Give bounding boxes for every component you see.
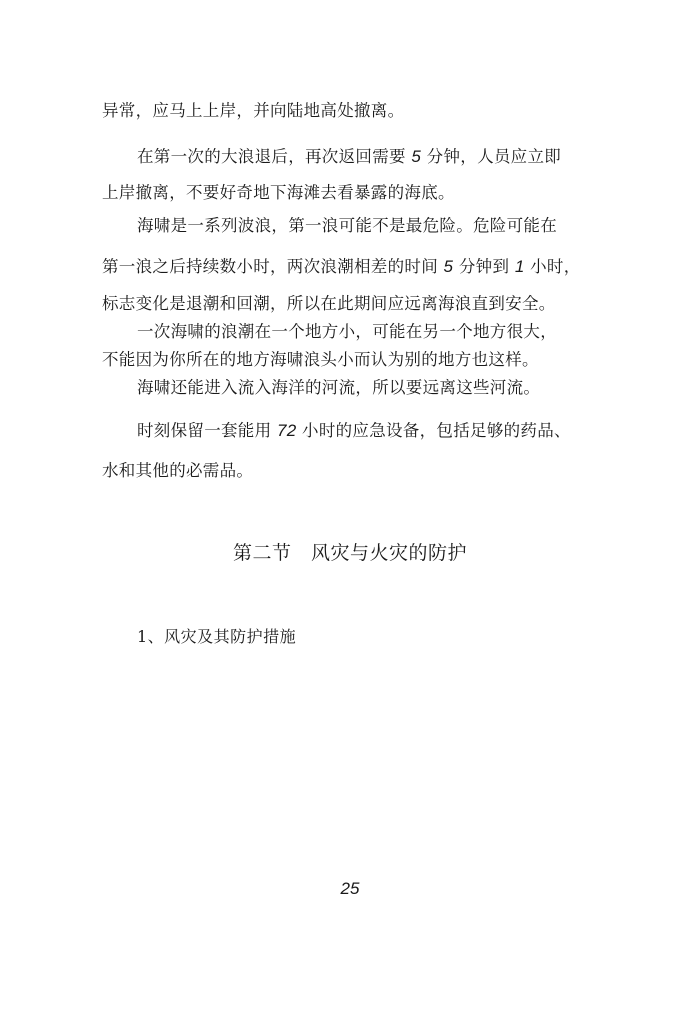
paragraph-line: 异常，应马上上岸，并向陆地高处撤离。: [102, 101, 405, 120]
number: 72: [276, 421, 297, 440]
section-title: 第二节 风灾与火灾的防护: [232, 542, 467, 564]
number: 5: [411, 147, 422, 166]
paragraph-line: 海啸还能进入流入海洋的河流，所以要远离这些河流。: [137, 378, 541, 397]
text-segment: 小时，: [524, 257, 581, 276]
text-segment: 小时的应急设备，包括足够的药品、: [296, 421, 571, 440]
paragraph-line: 标志变化是退潮和回潮，所以在此期间应远离海浪直到安全。: [102, 294, 556, 313]
page-number: 25: [340, 879, 360, 898]
text-segment: 第一浪之后持续数小时，两次浪潮相差的时间: [102, 257, 444, 276]
paragraph-line: 海啸是一系列波浪，第一浪可能不是最危险。危险可能在: [137, 216, 557, 235]
paragraph-line: [102, 257, 581, 277]
subsection-heading: 1、风灾及其防护措施: [137, 627, 297, 646]
paragraph-line: [137, 421, 571, 441]
paragraph-line: [137, 147, 561, 167]
paragraph-line: 一次海啸的浪潮在一个地方小，可能在另一个地方很大，: [137, 322, 557, 341]
paragraph-line: 水和其他的必需品。: [102, 461, 254, 480]
number: 1: [514, 257, 525, 276]
number: 5: [443, 257, 454, 276]
paragraph-line: 不能因为你所在的地方海啸浪头小而认为别的地方也这样。: [102, 350, 539, 369]
text-segment: 时刻保留一套能用: [137, 421, 277, 440]
text-segment: 在第一次的大浪退后，再次返回需要: [137, 147, 412, 166]
paragraph-line: 上岸撤离，不要好奇地下海滩去看暴露的海底。: [102, 183, 455, 202]
text-segment: 分钟到: [453, 257, 515, 276]
text-segment: 分钟，人员应立即: [421, 147, 562, 166]
